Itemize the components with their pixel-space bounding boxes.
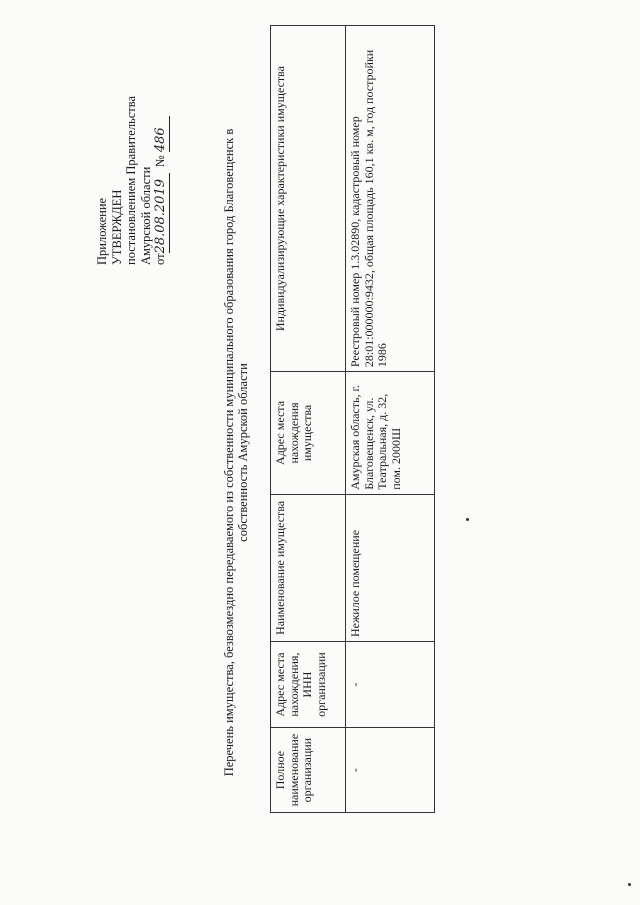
cell-org-address: -: [346, 641, 435, 727]
header-property-address: Адрес места нахождения имущества: [271, 372, 346, 495]
approval-stamp: [95, 25, 170, 265]
header-org-name: Полное наименование организации: [271, 728, 346, 813]
approval-line-region: Амурской области: [138, 166, 153, 265]
handwritten-number: 486: [153, 127, 168, 153]
from-label: от: [153, 253, 167, 265]
cell-property-address: Амурская область, г. Благовещенск, ул. Театральная, д. 32, пом. 2000Ш: [346, 372, 435, 495]
number-label: №: [153, 155, 167, 168]
cell-property-name: Нежилое помещение: [346, 494, 435, 641]
document-title: [222, 0, 250, 905]
scan-speck: [628, 883, 631, 886]
table-row: [346, 26, 435, 813]
header-property-name: Наименование имущества: [271, 494, 346, 641]
cell-characteristics: Реестровый номер 1.3.02890, кадастровый номер 28:01:000000:9432, общая площадь 160,1 кв. м, год постройки 1986: [346, 26, 435, 372]
approval-date-number: [153, 25, 170, 265]
approval-line-resolution: постановлением Правительства: [124, 95, 138, 265]
cell-org-name: -: [346, 728, 435, 813]
handwritten-date: 28.08.2019: [153, 179, 168, 254]
table-header-row: [271, 26, 346, 813]
header-characteristics: Индивидуализирующие характеристики имущества: [271, 26, 346, 372]
header-org-address: Адрес места нахождения, ИНН организации: [271, 641, 346, 727]
title-line-2: собственность Амурской области: [236, 363, 250, 542]
property-table: [270, 25, 435, 813]
title-line-1: Перечень имущества, безвозмездно передаваемого из собственности муниципального образования город Благовещенск в: [222, 128, 236, 777]
scan-speck: [466, 518, 469, 521]
approval-line-approved: УТВЕРЖДЕН: [109, 189, 124, 265]
approval-line-appendix: Приложение: [95, 197, 109, 265]
